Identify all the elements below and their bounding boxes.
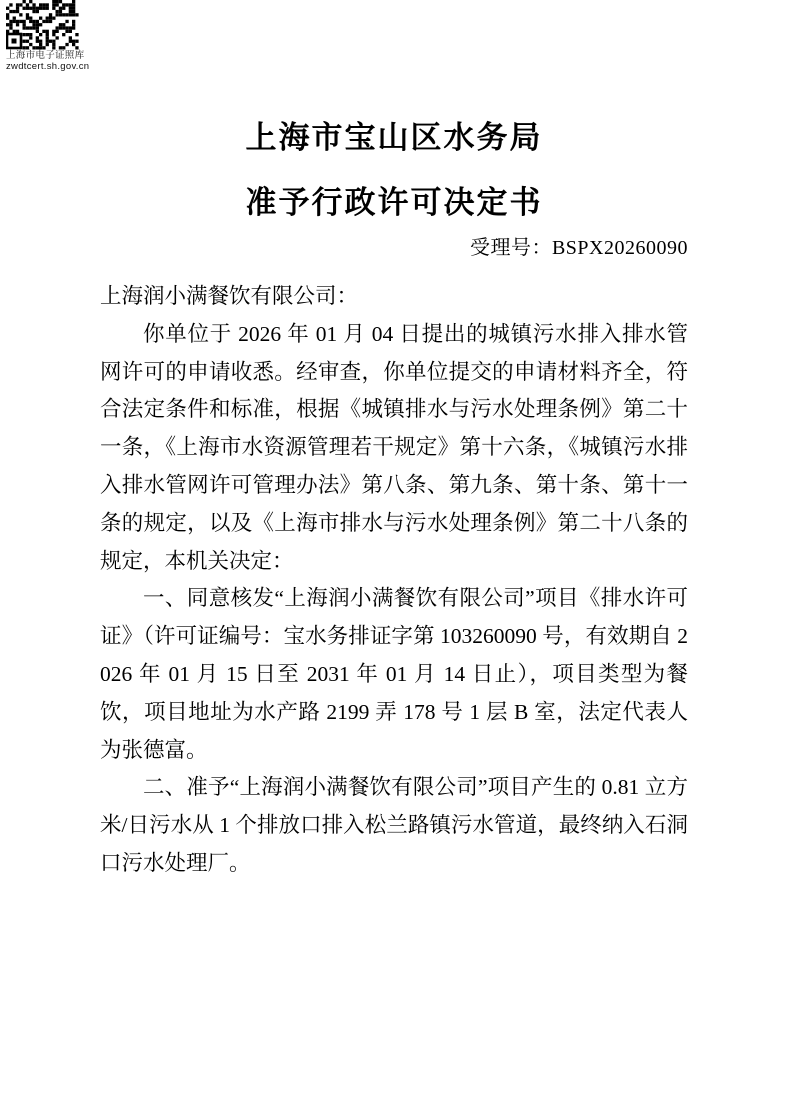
body-paragraph-decision-2: 二、准予“上海润小满餐饮有限公司”项目产生的 0.81 立方米/日污水从 1 个排放口排入松兰路镇污水管道，最终纳入石洞口污水处理厂。: [100, 775, 688, 875]
acceptance-number: 受理号：BSPX20260090: [469, 237, 688, 259]
qr-code-block: [6, 0, 92, 72]
document-title-type: 准予行政许可决定书: [245, 185, 543, 220]
recipient-salutation: 上海润小满餐饮有限公司：: [100, 284, 359, 308]
qr-label-text: 上海市电子证照库: [6, 50, 85, 61]
body-paragraph-decision-1: 一、同意核发“上海润小满餐饮有限公司”项目《排水许可证》（许可证编号：宝水务排证字第 103260090 号，有效期自 2026 年 01 月 15 日至 2031 年 01 月 14 日止），项目类型为餐饮，项目地址为水产路 2199 弄 178 号 1 层 B 室，法定代表人为张德富。: [100, 586, 688, 762]
document-title-authority: 上海市宝山区水务局: [245, 120, 543, 155]
document-body: [100, 278, 688, 883]
qr-label-url: zwdtcert.sh.gov.cn: [6, 61, 90, 72]
body-paragraph-intro: 你单位于 2026 年 01 月 04 日提出的城镇污水排入排水管网许可的申请收悉。经审查，你单位提交的申请材料齐全，符合法定条件和标准，根据《城镇排水与污水处理条例》第二十一条，《上海市水资源管理若干规定》第十六条，《城镇污水排入排水管网许可管理办法》第八条、第九条、第十条、第十一条的规定，以及《上海市排水与污水处理条例》第二十八条的规定，本机关决定：: [100, 321, 688, 573]
qr-code-icon: [6, 0, 79, 50]
